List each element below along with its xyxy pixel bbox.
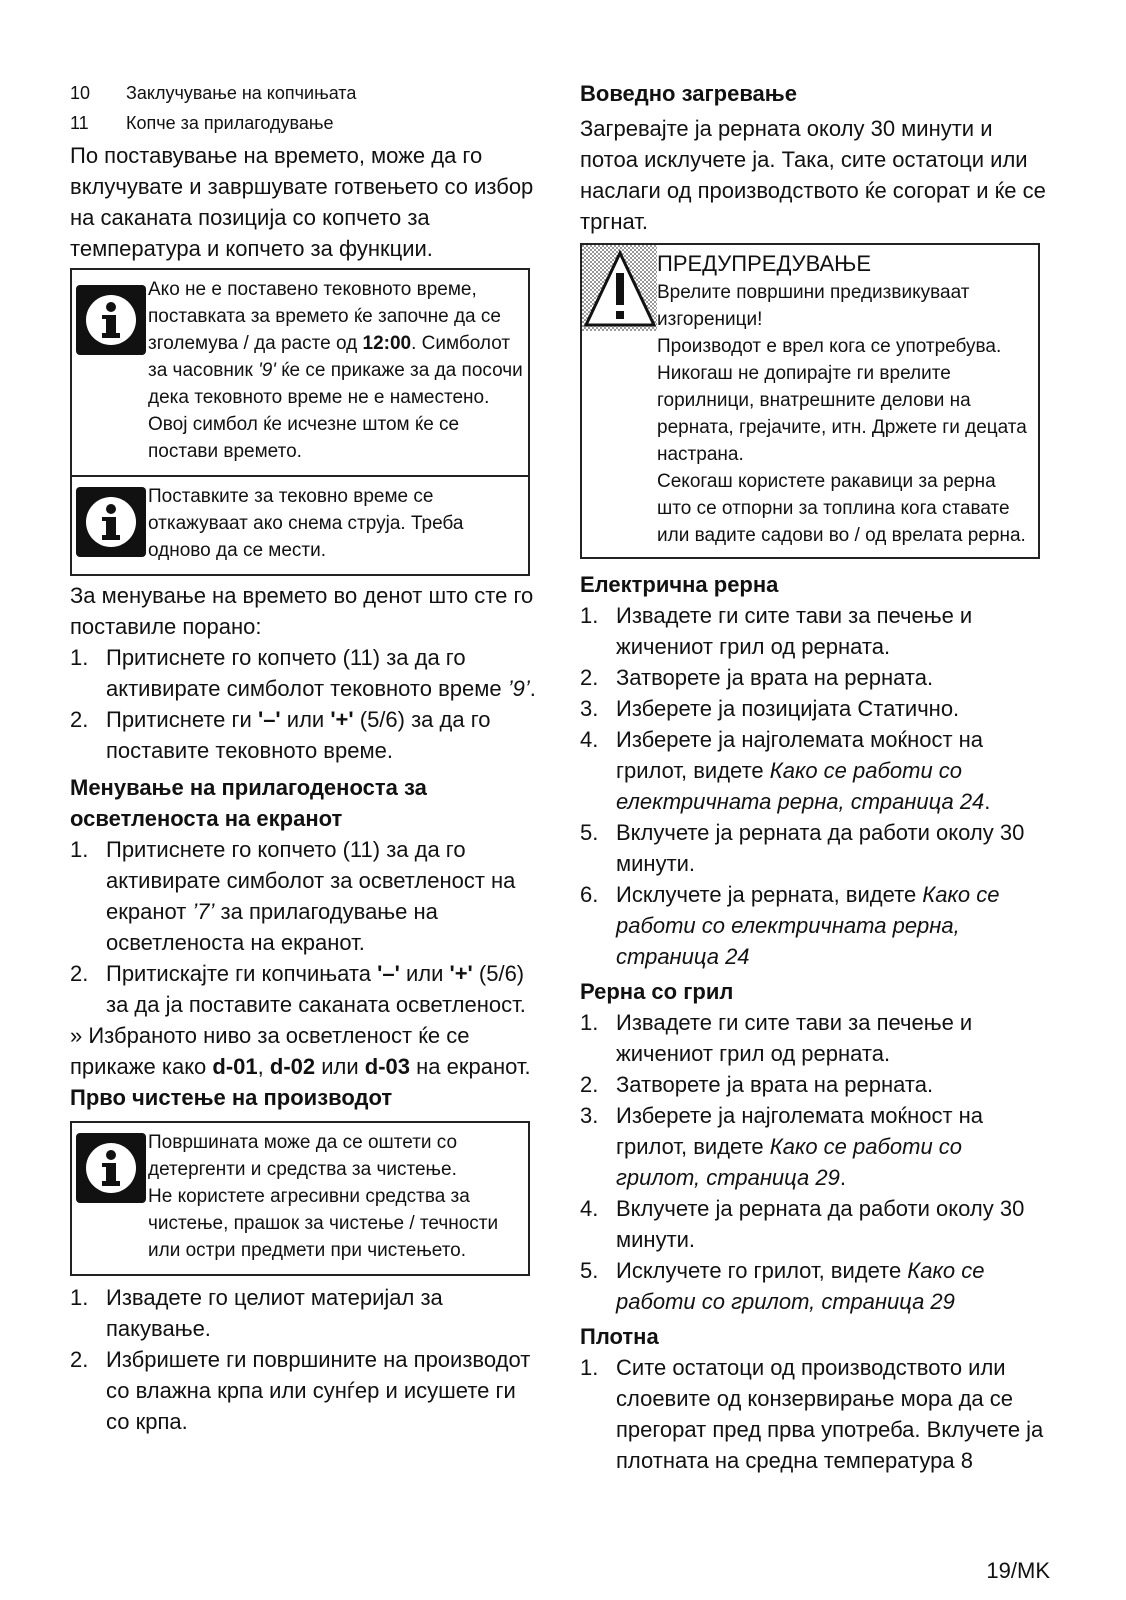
info-note-text: Површината може да се оштети со детергенти и средства за чистење. Не користете агресивни средства за чистење, прашок за чистење / течности или остри предмети при чистењето.	[148, 1132, 499, 1261]
info-icon	[76, 285, 146, 355]
list-item: 4. Изберете ја најголемата моќност на грилот, видете Како се работи со електричната рерна, страница 24.	[580, 727, 991, 814]
list-item: 3. Изберете ја позицијата Статично.	[580, 696, 960, 721]
info-note-text: Поставките за тековно време се откажуваат ако снема струја. Треба одново да се мести.	[148, 486, 464, 561]
preheat-paragraph: Загревајте ја рерната околу 30 минути и потоа исклучете ја. Така, сите остатоци или наслаги од производството ќе согорат и ќе се тргнат.	[580, 116, 1046, 234]
list-item: 2. Затворете ја врата на рерната.	[580, 665, 934, 690]
list-item: 3. Изберете ја најголемата моќност на грилот, видете Како се работи со грилот, страница 29.	[580, 1103, 984, 1190]
grill-oven-heading: Рерна со грил	[580, 979, 734, 1004]
info-icon	[76, 487, 146, 557]
warning-text: ПРЕДУПРЕДУВАЊЕ Врелите површини предизвикуваат изгореници! Производот е врел кога се употребува. Никогаш не допирајте ги врелите горилници, внатрешните делови на рерната, грејачите, итн. Држете ги децата настрана. Секогаш користете ракавици за рерна што се отпорни за топлина кога ставате или вадите садови во / од врелата рерна.	[657, 245, 1038, 557]
brightness-result: » Избраното ниво за осветленост ќе се прикаже како d-01, d-02 или d-03 на екранот.	[70, 1023, 531, 1079]
list-item: 2. Притискајте ги копчињата '–' или '+' (5/6) за да ја поставите саканата осветленост.	[70, 961, 526, 1017]
change-time-steps	[70, 642, 537, 766]
warning-icon	[582, 245, 657, 331]
list-item: 1. Притиснете го копчето (11) за да го активирате симболот тековното време ’9’.	[70, 645, 536, 701]
list-item: 4. Вклучете ја рерната да работи околу 30 минути.	[580, 1196, 1025, 1252]
list-item: 2. Затворете ја врата на рерната.	[580, 1072, 934, 1097]
change-time-intro: За менување на времето во денот што сте го поставиле порано:	[70, 583, 534, 639]
first-clean-heading: Прво чистење на производот	[70, 1085, 393, 1110]
legend-item	[70, 78, 537, 108]
grill-oven-steps	[580, 1007, 1050, 1317]
legend-item	[70, 108, 537, 138]
left-column	[70, 78, 537, 1437]
warning-title: ПРЕДУПРЕДУВАЊЕ	[657, 251, 872, 276]
info-note	[70, 1121, 530, 1276]
brightness-heading: Менување на прилагоденоста за осветленоста на екранот	[70, 775, 427, 831]
info-note-text: Ако не е поставено тековното време, поставката за времето ќе започне да се зголемува / да расте од 12:00. Симболот за часовник '9' ќе се прикаже за да посочи дека тековното време не е наместено. Овој симбол ќе исчезне штом ќе се постави времето.	[148, 279, 523, 462]
list-item: 2. Притиснете ги '–' или '+' (5/6) за да го поставите тековното време.	[70, 707, 491, 763]
list-item: 2. Избришете ги површините на производот со влажна крпа или сунѓер и исушете ги со крпа.	[70, 1347, 531, 1434]
list-item: 1. Извадете ги сите тави за печење и жичениот грил од рерната.	[580, 1010, 973, 1066]
list-item: 6. Исклучете ја рерната, видете Како се работи со електричната рерна, страница 24	[580, 882, 1000, 969]
hob-heading: Плотна	[580, 1324, 659, 1349]
list-item: 5. Исклучете го грилот, видете Како се работи со грилот, страница 29	[580, 1258, 985, 1314]
list-item: 1. Сите остатоци од производството или слоевите од конзервирање мора да се прегорат пред прва употреба. Вклучете ја плотната на средна температура 8	[580, 1355, 1044, 1473]
page-number: 19/MK	[986, 1558, 1050, 1583]
legend-number: 11	[70, 113, 89, 133]
list-item: 1. Извадете го целиот материјал за пакување.	[70, 1285, 443, 1341]
info-note	[70, 268, 530, 477]
info-icon	[76, 1133, 146, 1203]
right-column	[580, 78, 1050, 1476]
warning-box	[580, 243, 1040, 559]
info-note	[70, 477, 530, 576]
intro-paragraph: По поставување на времето, може да го вклучувате и завршувате готвењето со избор на саканата позиција со копчето за температура и копчето за функции.	[70, 143, 534, 261]
list-item: 1. Притиснете го копчето (11) за да го активирате симболот за осветленост на екранот ’7’ за прилагодување на осветленоста на екранот.	[70, 837, 516, 955]
legend-text: Заклучување на копчињата	[126, 83, 357, 103]
legend-text: Копче за прилагодување	[126, 113, 334, 133]
clean-steps	[70, 1282, 537, 1437]
electric-oven-steps	[580, 600, 1050, 972]
brightness-steps	[70, 834, 537, 1020]
hob-steps	[580, 1352, 1050, 1476]
list-item: 5. Вклучете ја рерната да работи околу 30 минути.	[580, 820, 1025, 876]
list-item: 1. Извадете ги сите тави за печење и жичениот грил од рерната.	[580, 603, 973, 659]
electric-oven-heading: Електрична рерна	[580, 572, 779, 597]
preheat-heading: Воведно загревање	[580, 81, 797, 106]
legend-number: 10	[70, 83, 91, 103]
